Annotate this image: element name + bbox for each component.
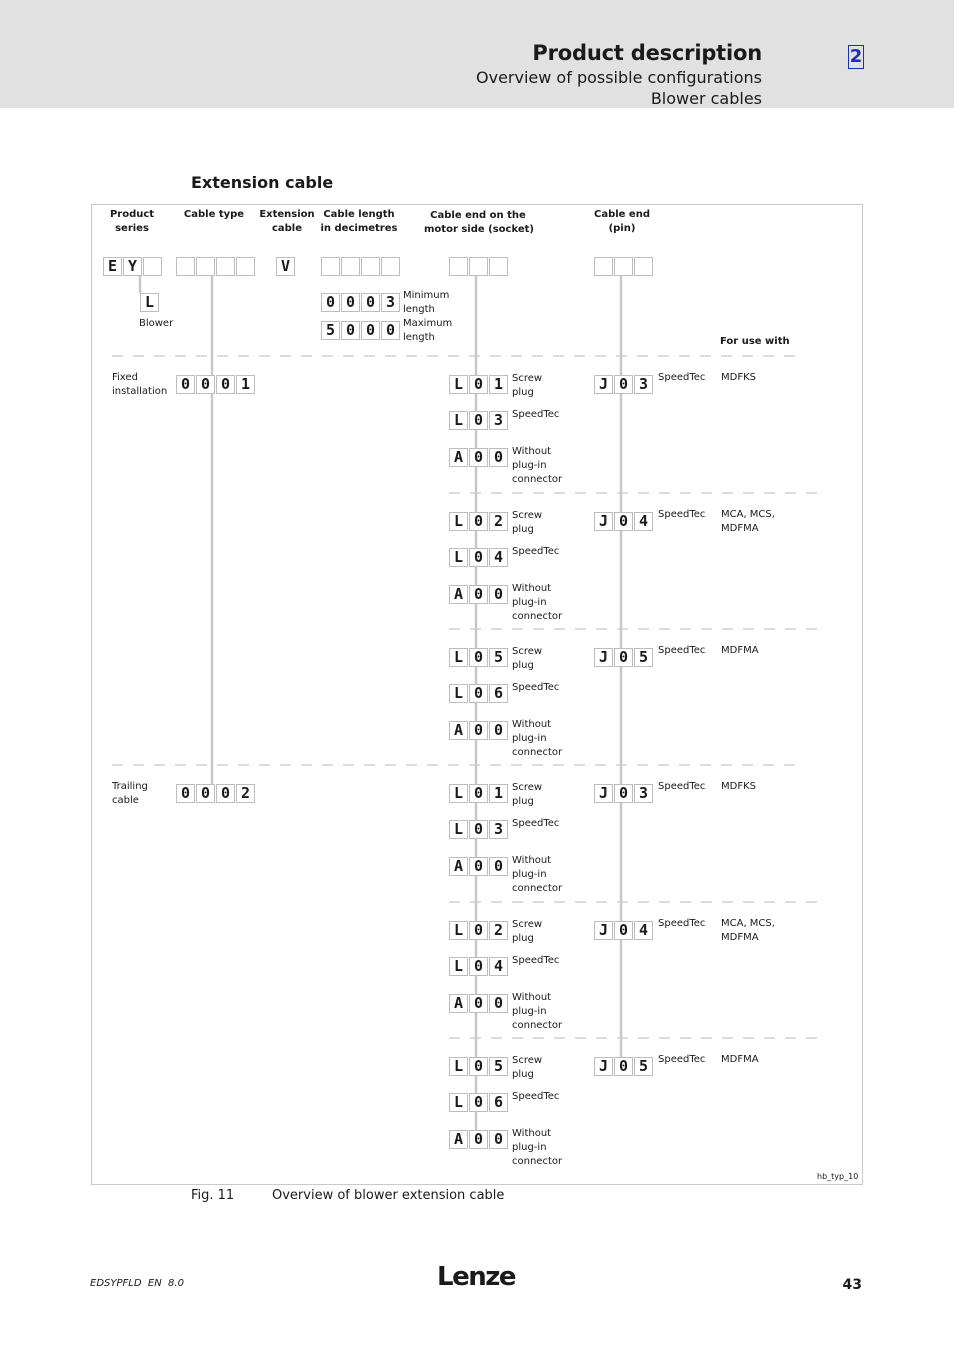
socket-option-label: SpeedTec [512, 409, 560, 420]
use-with-label: MDFMA [721, 645, 759, 656]
socket-option-label: Screw plug [512, 646, 543, 671]
series-option-label: Blower [139, 318, 174, 329]
extension-code [276, 257, 296, 275]
code-cell: 2 [236, 784, 255, 803]
code-cell: 0 [321, 293, 340, 312]
code-cell: J [594, 784, 613, 803]
code-cell [341, 257, 360, 276]
code-cell: Y [123, 257, 142, 276]
code-cell: 3 [489, 820, 508, 839]
pin-option-label: SpeedTec [658, 509, 706, 520]
use-with-label: MDFKS [721, 372, 756, 383]
socket-option-code [449, 548, 509, 566]
cable-type-row-code [176, 784, 256, 802]
code-cell: 0 [469, 548, 488, 567]
socket-option-code [449, 857, 509, 875]
pin-code [594, 257, 654, 275]
pin-option-label: SpeedTec [658, 645, 706, 656]
code-cell: 0 [489, 994, 508, 1013]
code-cell: 0 [196, 784, 215, 803]
code-cell: 6 [489, 684, 508, 703]
cable-type-code [176, 257, 256, 275]
code-cell: 0 [176, 375, 195, 394]
code-cell: 1 [236, 375, 255, 394]
code-cell [321, 257, 340, 276]
column-header-motor-side-socket: Cable end on the motor side (socket) [424, 210, 534, 235]
code-cell: L [449, 820, 468, 839]
code-cell: J [594, 648, 613, 667]
pin-option-code [594, 1057, 654, 1075]
page-subtitle-secondary: Blower cables [650, 89, 762, 108]
socket-option-label: Screw plug [512, 373, 543, 398]
use-with-label: MCA, MCS, MDFMA [721, 918, 775, 943]
code-cell: L [449, 411, 468, 430]
code-cell: 5 [489, 648, 508, 667]
socket-option-label: SpeedTec [512, 1091, 560, 1102]
pin-option-code [594, 375, 654, 393]
figure-reference: hb_typ_10 [817, 1172, 859, 1181]
code-cell: L [449, 648, 468, 667]
max-length-code [321, 321, 401, 339]
code-cell: 0 [614, 921, 633, 940]
code-cell: 0 [469, 921, 488, 940]
code-cell: 0 [614, 784, 633, 803]
socket-option-code [449, 375, 509, 393]
code-cell: 0 [469, 411, 488, 430]
socket-option-code [449, 684, 509, 702]
socket-option-label: Screw plug [512, 510, 543, 535]
series-option-code [140, 293, 160, 311]
code-cell: 4 [634, 512, 653, 531]
pin-option-label: SpeedTec [658, 918, 706, 929]
code-cell: 0 [469, 957, 488, 976]
code-cell [196, 257, 215, 276]
code-cell: 0 [469, 648, 488, 667]
code-cell: 0 [614, 648, 633, 667]
code-cell: 4 [489, 548, 508, 567]
column-header-cable-type: Cable type [183, 209, 245, 220]
code-cell: 0 [489, 585, 508, 604]
code-cell: 3 [489, 411, 508, 430]
code-cell [143, 257, 162, 276]
code-cell: 0 [196, 375, 215, 394]
code-cell: 5 [321, 321, 340, 340]
socket-option-code [449, 411, 509, 429]
code-cell: L [449, 784, 468, 803]
socket-option-code [449, 957, 509, 975]
code-cell: 0 [614, 375, 633, 394]
code-cell: 0 [469, 1130, 488, 1149]
column-header-extension-cable: Extension cable [259, 209, 315, 234]
code-cell: A [449, 1130, 468, 1149]
socket-option-code [449, 512, 509, 530]
code-cell [449, 257, 468, 276]
code-cell: 0 [489, 857, 508, 876]
code-cell: 0 [469, 784, 488, 803]
product-series-code [103, 257, 163, 275]
pin-option-label: SpeedTec [658, 781, 706, 792]
page-title: Product description [532, 41, 762, 65]
code-cell: 0 [614, 1057, 633, 1076]
code-cell: L [140, 293, 159, 312]
code-cell: 2 [489, 512, 508, 531]
socket-option-label: SpeedTec [512, 818, 560, 829]
socket-option-label: Without plug-in connector [512, 583, 563, 622]
socket-option-label: SpeedTec [512, 682, 560, 693]
code-cell: A [449, 721, 468, 740]
code-cell [381, 257, 400, 276]
code-cell: 4 [489, 957, 508, 976]
code-cell: 0 [469, 721, 488, 740]
code-cell: 1 [489, 784, 508, 803]
socket-option-code [449, 994, 509, 1012]
column-header-for-use-with: For use with [720, 336, 790, 347]
code-cell: 1 [489, 375, 508, 394]
column-header-product-series: Product series [109, 209, 155, 234]
code-cell [614, 257, 633, 276]
code-cell: 0 [489, 721, 508, 740]
code-cell [594, 257, 613, 276]
code-cell: V [276, 257, 295, 276]
page-subtitle: Overview of possible configurations [476, 68, 762, 87]
code-cell [634, 257, 653, 276]
code-cell: 5 [634, 648, 653, 667]
code-cell: 0 [381, 321, 400, 340]
code-cell: 0 [469, 994, 488, 1013]
code-cell: 0 [469, 1093, 488, 1112]
code-cell: A [449, 585, 468, 604]
socket-option-label: Without plug-in connector [512, 719, 563, 758]
pin-option-code [594, 784, 654, 802]
use-with-label: MCA, MCS, MDFMA [721, 509, 775, 534]
socket-option-label: Screw plug [512, 782, 543, 807]
cable-type-row-label: Trailing cable [112, 781, 148, 806]
code-cell: 0 [469, 857, 488, 876]
code-cell: 0 [469, 1057, 488, 1076]
socket-option-label: Screw plug [512, 1055, 543, 1080]
figure-number: Fig. 11 [191, 1188, 235, 1203]
code-cell: J [594, 1057, 613, 1076]
socket-option-code [449, 921, 509, 939]
code-cell: L [449, 1093, 468, 1112]
code-cell: E [103, 257, 122, 276]
page-number: 43 [842, 1277, 862, 1293]
code-cell: J [594, 375, 613, 394]
cable-length-code [321, 257, 401, 275]
code-cell: 5 [489, 1057, 508, 1076]
code-cell [216, 257, 235, 276]
socket-option-code [449, 1057, 509, 1075]
brand-logo: Lenze [437, 1262, 515, 1292]
code-cell: 0 [176, 784, 195, 803]
socket-option-code [449, 820, 509, 838]
code-cell: 0 [489, 448, 508, 467]
code-cell: 0 [341, 321, 360, 340]
socket-option-code [449, 784, 509, 802]
socket-option-code [449, 1093, 509, 1111]
cable-type-row-code [176, 375, 256, 393]
code-cell: A [449, 857, 468, 876]
pin-option-label: SpeedTec [658, 1054, 706, 1065]
code-cell [489, 257, 508, 276]
max-length-label: Maximum length [403, 318, 453, 343]
code-cell: 0 [469, 375, 488, 394]
code-cell: 0 [361, 321, 380, 340]
column-header-cable-end-pin: Cable end (pin) [594, 209, 650, 234]
section-title: Extension cable [191, 173, 334, 192]
pin-option-code [594, 921, 654, 939]
code-cell: 6 [489, 1093, 508, 1112]
socket-option-label: SpeedTec [512, 955, 560, 966]
code-cell: L [449, 1057, 468, 1076]
code-cell: 0 [469, 448, 488, 467]
code-cell: 0 [469, 585, 488, 604]
socket-code [449, 257, 509, 275]
code-cell: J [594, 512, 613, 531]
code-cell: 0 [341, 293, 360, 312]
document-id: EDSYPFLD EN 8.0 [90, 1278, 184, 1289]
code-cell: 3 [634, 784, 653, 803]
socket-option-code [449, 648, 509, 666]
code-cell: L [449, 375, 468, 394]
socket-option-code [449, 1130, 509, 1148]
code-cell: L [449, 684, 468, 703]
code-cell: A [449, 994, 468, 1013]
code-cell: 0 [361, 293, 380, 312]
code-cell: J [594, 921, 613, 940]
code-cell [236, 257, 255, 276]
pin-option-code [594, 512, 654, 530]
code-cell [469, 257, 488, 276]
socket-option-code [449, 585, 509, 603]
code-cell: 0 [216, 375, 235, 394]
code-cell: 0 [469, 684, 488, 703]
code-cell: A [449, 448, 468, 467]
code-cell: 5 [634, 1057, 653, 1076]
code-cell: 4 [634, 921, 653, 940]
code-cell: L [449, 921, 468, 940]
cable-type-row-label: Fixed installation [112, 372, 168, 397]
socket-option-label: Without plug-in connector [512, 1128, 563, 1167]
code-cell: 0 [216, 784, 235, 803]
min-length-code [321, 293, 401, 311]
socket-option-label: Without plug-in connector [512, 855, 563, 894]
code-cell [176, 257, 195, 276]
code-cell: 3 [634, 375, 653, 394]
min-length-label: Minimum length [403, 290, 450, 315]
code-cell: L [449, 957, 468, 976]
socket-option-label: Without plug-in connector [512, 446, 563, 485]
code-cell: 2 [489, 921, 508, 940]
code-cell: 3 [381, 293, 400, 312]
use-with-label: MDFMA [721, 1054, 759, 1065]
code-cell: L [449, 548, 468, 567]
code-cell: 0 [469, 512, 488, 531]
socket-option-label: Screw plug [512, 919, 543, 944]
socket-option-code [449, 721, 509, 739]
code-cell [361, 257, 380, 276]
code-cell: L [449, 512, 468, 531]
chapter-badge[interactable]: 2 [849, 46, 863, 67]
column-header-cable-length: Cable length in decimetres [320, 209, 398, 234]
use-with-label: MDFKS [721, 781, 756, 792]
socket-option-label: SpeedTec [512, 546, 560, 557]
pin-option-code [594, 648, 654, 666]
socket-option-label: Without plug-in connector [512, 992, 563, 1031]
figure-caption: Overview of blower extension cable [272, 1188, 505, 1203]
socket-option-code [449, 448, 509, 466]
pin-option-label: SpeedTec [658, 372, 706, 383]
code-cell: 0 [614, 512, 633, 531]
code-cell: 0 [489, 1130, 508, 1149]
code-cell: 0 [469, 820, 488, 839]
